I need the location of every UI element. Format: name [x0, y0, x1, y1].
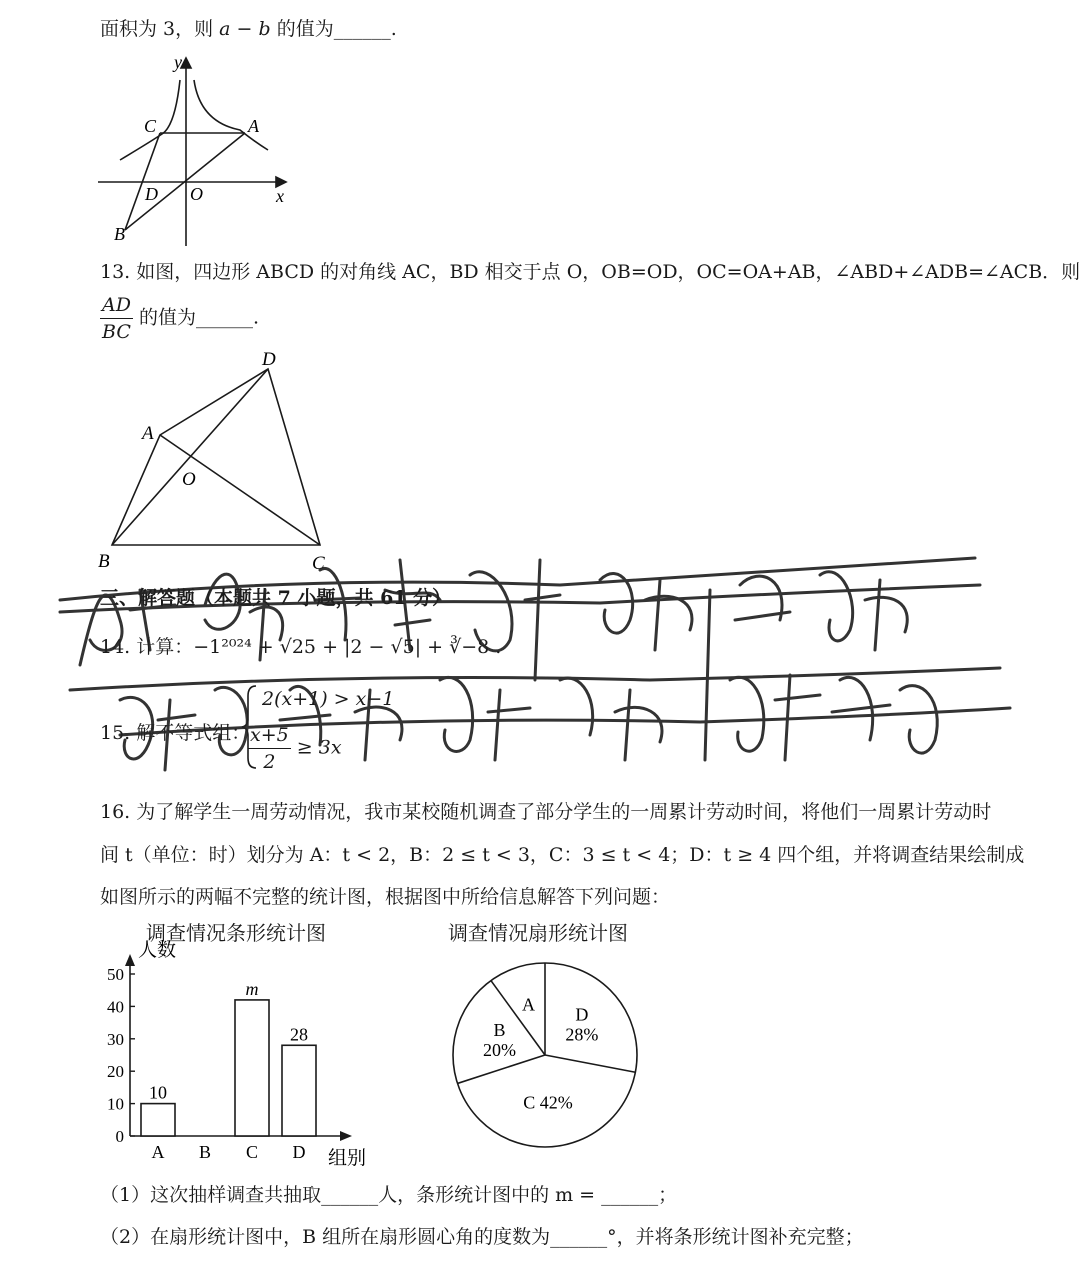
pie-slice-name-B: B	[493, 1020, 506, 1041]
q12-text: 面积为 3，则	[100, 18, 220, 40]
fig12-A: A	[248, 116, 259, 136]
bar-data-label: m	[245, 978, 259, 999]
bar-y-tick-label: 50	[107, 965, 124, 984]
q15-label: 15. 解不等式组：	[100, 722, 251, 744]
fig12-B: B	[114, 224, 125, 244]
fig13-B: B	[98, 551, 110, 572]
q16-sub2: （2）在扇形统计图中，B 组所在扇形圆心角的度数为______°，并将条形统计图补充完整；	[100, 1226, 864, 1248]
q13-frac-num: AD	[100, 292, 133, 319]
q13-end: .	[253, 306, 260, 329]
pie-slice-name-D: D	[575, 1004, 589, 1025]
q15-frac-den: 2	[263, 751, 276, 773]
fig12-y: y	[174, 52, 182, 72]
bar-y-tick-label: 0	[115, 1127, 124, 1146]
bar-y-tick-label: 30	[107, 1029, 124, 1049]
q16-p1: 16. 为了解学生一周劳动情况，我市某校随机调查了部分学生的一周累计劳动时间，将他们一周累计劳动时	[100, 801, 992, 823]
bar-category-label: A	[151, 1142, 165, 1162]
fig13-A: A	[142, 423, 154, 444]
bar-chart-title: 调查情况条形统计图	[146, 921, 326, 945]
q12-blank: ______	[333, 18, 391, 40]
q12-post: 的值为	[270, 18, 334, 40]
pie-slice-percent-B: 20%	[483, 1040, 517, 1061]
bar-category-label: C	[245, 1142, 259, 1162]
bar-y-tick-label: 40	[107, 997, 124, 1017]
q15-ineq1: 2(x+1) > x−1	[262, 688, 395, 710]
q16-p2: 间 t（单位：时）划分为 A：t < 2，B：2 ≤ t < 3，C：3 ≤ t < 4；D：t ≥ 4 四个组，并将调查结果绘制成	[100, 844, 1025, 866]
fig13-D: D	[262, 349, 276, 370]
pie-chart-title: 调查情况扇形统计图	[448, 921, 628, 945]
fig12-C: C	[144, 116, 157, 136]
bar-y-label: 人数	[138, 940, 177, 961]
q14-label: 14. 计算：	[100, 636, 194, 658]
fig12-O: O	[190, 184, 203, 204]
q13-tail: 的值为	[139, 306, 197, 329]
section-heading: 三、解答题（本题共 7 小题，共 61 分）	[100, 587, 452, 609]
bar-category-label: B	[198, 1142, 212, 1162]
pie-slice-label-A: A	[522, 994, 536, 1015]
fig12-x: x	[276, 186, 284, 206]
q13-blank: ______	[196, 306, 254, 329]
q13-stem: 13. 如图，四边形 ABCD 的对角线 AC，BD 相交于点 O，OB=OD，OC=OA+AB，∠ABD+∠ADB=∠ACB．则	[100, 261, 1080, 283]
bar-data-label: 28	[290, 1024, 308, 1045]
pie-slice-percent-D: 28%	[565, 1024, 599, 1045]
q13-frac-den: BC	[102, 321, 131, 343]
bar-y-tick-label: 20	[107, 1062, 124, 1082]
q16-sub1: （1）这次抽样调查共抽取______人，条形统计图中的 m = ______；	[100, 1184, 678, 1206]
bar-x-label: 组别	[328, 1148, 367, 1169]
bar-y-tick-label: 10	[107, 1094, 124, 1114]
q16-p3: 如图所示的两幅不完整的统计图，根据图中所给信息解答下列问题：	[100, 886, 671, 908]
pie-slice-label-C: C 42%	[523, 1092, 573, 1113]
bar-category-label: D	[292, 1142, 306, 1162]
fig12-D: D	[145, 184, 158, 204]
bar-data-label: 10	[149, 1082, 167, 1103]
q12-expr: a − b	[219, 18, 271, 40]
q12-end: .	[390, 18, 397, 40]
q14-expr: −1²⁰²⁴ + √25 + |2 − √5| + ∛−8 .	[193, 636, 502, 658]
q15-frac-num: x+5	[248, 722, 291, 749]
fig13-C: C	[312, 553, 325, 574]
fig13-O: O	[182, 469, 196, 490]
q15-ineq2-tail: ≥ 3x	[296, 736, 342, 759]
